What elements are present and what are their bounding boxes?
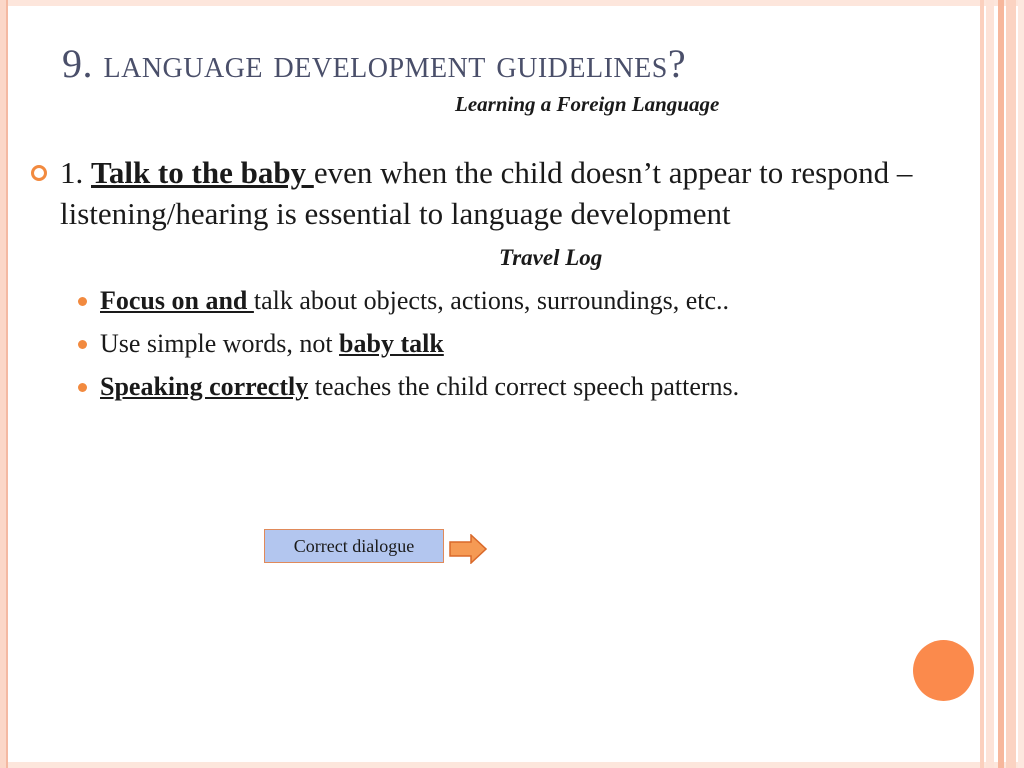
sub-bullet-emphasis: Speaking correctly bbox=[100, 372, 309, 401]
main-bullet-emphasis: Talk to the baby bbox=[91, 155, 314, 190]
list-item bbox=[76, 326, 956, 362]
main-bullet-text bbox=[60, 152, 960, 234]
bottom-border bbox=[0, 762, 1024, 768]
dot-bullet-icon bbox=[78, 340, 87, 349]
left-border bbox=[0, 0, 8, 768]
hollow-circle-bullet-icon bbox=[31, 165, 47, 181]
dot-bullet-icon bbox=[78, 297, 87, 306]
slide-title bbox=[62, 40, 686, 87]
top-border bbox=[0, 0, 1024, 6]
dot-bullet-icon bbox=[78, 383, 87, 392]
list-item bbox=[76, 283, 956, 319]
travel-log-link[interactable]: Travel Log bbox=[499, 245, 603, 270]
sub-bullet-rest: talk about objects, actions, surroundings, etc.. bbox=[253, 286, 730, 315]
correct-dialogue-button[interactable]: Correct dialogue bbox=[264, 529, 444, 563]
sub-bullet-lead: Use simple words, not bbox=[100, 329, 340, 358]
main-bullet-rest: even when the child doesn’t appear to respond – listening/hearing is essential to language development bbox=[60, 155, 913, 231]
sub-bullet-emphasis: Focus on and bbox=[100, 286, 254, 315]
sub-bullet-rest: teaches the child correct speech patterns. bbox=[308, 372, 740, 401]
subtitle-link[interactable]: Learning a Foreign Language bbox=[455, 92, 720, 116]
right-decorative-stripes bbox=[980, 0, 1024, 768]
title-text: language development guidelines? bbox=[103, 41, 687, 86]
sub-bullet-list bbox=[76, 283, 956, 412]
right-arrow-icon[interactable] bbox=[449, 534, 487, 564]
orange-circle-decoration bbox=[913, 640, 974, 701]
sub-bullet-emphasis: baby talk bbox=[339, 329, 444, 358]
list-item bbox=[76, 369, 956, 405]
title-number: 9. bbox=[62, 41, 93, 86]
main-bullet-prefix: 1. bbox=[60, 155, 91, 190]
